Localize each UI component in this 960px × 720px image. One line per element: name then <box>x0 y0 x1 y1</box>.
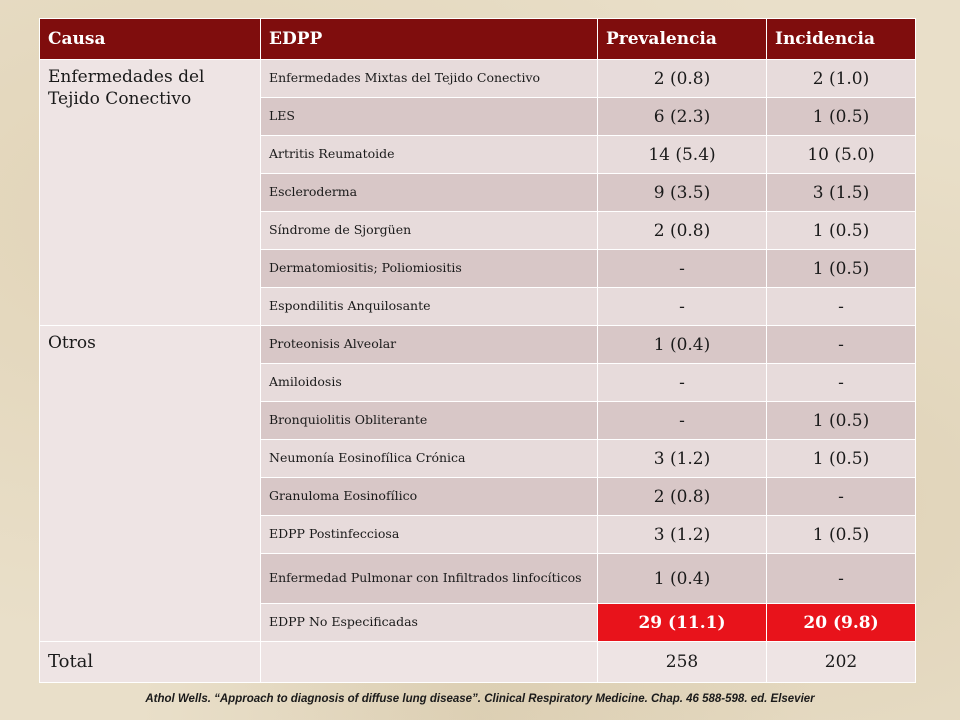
prevalencia-cell-highlighted: 29 (11.1) <box>598 604 767 642</box>
header-row <box>40 19 916 60</box>
edpp-cell: Amiloidosis <box>261 364 598 402</box>
total-label: Total <box>40 642 261 683</box>
prevalencia-cell: 1 (0.4) <box>598 326 767 364</box>
edpp-cell: Neumonía Eosinofílica Crónica <box>261 440 598 478</box>
cause-cell: Enfermedades del Tejido Conectivo <box>40 60 261 326</box>
prevalencia-cell: 1 (0.4) <box>598 554 767 604</box>
incidencia-cell: 1 (0.5) <box>767 516 916 554</box>
incidencia-cell-highlighted: 20 (9.8) <box>767 604 916 642</box>
table-row <box>40 60 916 98</box>
edpp-cell: Dermatomiositis; Poliomiositis <box>261 250 598 288</box>
incidencia-cell: 10 (5.0) <box>767 136 916 174</box>
incidencia-cell: - <box>767 478 916 516</box>
incidencia-cell: - <box>767 288 916 326</box>
citation: Athol Wells. “Approach to diagnosis of diffuse lung disease”. Clinical Respiratory Medicine. Chap. 46 588-598. ed. Elsevier <box>145 693 815 705</box>
prevalencia-cell: 3 (1.2) <box>598 516 767 554</box>
incidencia-cell: - <box>767 364 916 402</box>
edpp-cell: EDPP No Especificadas <box>261 604 598 642</box>
cause-cell: Otros <box>40 326 261 642</box>
total-edpp-cell <box>261 642 598 683</box>
prevalencia-cell: 2 (0.8) <box>598 60 767 98</box>
prevalencia-cell: - <box>598 250 767 288</box>
total-incidencia: 202 <box>767 642 916 683</box>
edpp-cell: LES <box>261 98 598 136</box>
edpp-cell: Síndrome de Sjorgüen <box>261 212 598 250</box>
header-edpp: EDPP <box>261 19 598 60</box>
prevalencia-cell: 14 (5.4) <box>598 136 767 174</box>
header-prevalencia: Prevalencia <box>598 19 767 60</box>
prevalencia-cell: 2 (0.8) <box>598 478 767 516</box>
edpp-cell: Enfermedad Pulmonar con Infiltrados linfocíticos <box>261 554 598 604</box>
prevalencia-cell: - <box>598 364 767 402</box>
edpp-cell: Enfermedades Mixtas del Tejido Conectivo <box>261 60 598 98</box>
incidencia-cell: - <box>767 326 916 364</box>
edpp-cell: Artritis Reumatoide <box>261 136 598 174</box>
prevalencia-cell: - <box>598 402 767 440</box>
data-table <box>39 18 916 683</box>
incidencia-cell: - <box>767 554 916 604</box>
prevalencia-cell: 3 (1.2) <box>598 440 767 478</box>
prevalencia-cell: 6 (2.3) <box>598 98 767 136</box>
edpp-cell: Proteonisis Alveolar <box>261 326 598 364</box>
prevalencia-cell: 2 (0.8) <box>598 212 767 250</box>
incidencia-cell: 1 (0.5) <box>767 440 916 478</box>
incidencia-cell: 3 (1.5) <box>767 174 916 212</box>
incidencia-cell: 1 (0.5) <box>767 250 916 288</box>
header-causa: Causa <box>40 19 261 60</box>
edpp-cell: Bronquiolitis Obliterante <box>261 402 598 440</box>
header-incidencia: Incidencia <box>767 19 916 60</box>
total-prevalencia: 258 <box>598 642 767 683</box>
table-row <box>40 326 916 364</box>
incidencia-cell: 1 (0.5) <box>767 212 916 250</box>
prevalencia-cell: 9 (3.5) <box>598 174 767 212</box>
incidencia-cell: 1 (0.5) <box>767 402 916 440</box>
incidencia-cell: 2 (1.0) <box>767 60 916 98</box>
edpp-cell: Granuloma Eosinofílico <box>261 478 598 516</box>
prevalencia-cell: - <box>598 288 767 326</box>
incidencia-cell: 1 (0.5) <box>767 98 916 136</box>
edpp-cell: EDPP Postinfecciosa <box>261 516 598 554</box>
total-row <box>40 642 916 683</box>
edpp-cell: Espondilitis Anquilosante <box>261 288 598 326</box>
edpp-cell: Escleroderma <box>261 174 598 212</box>
